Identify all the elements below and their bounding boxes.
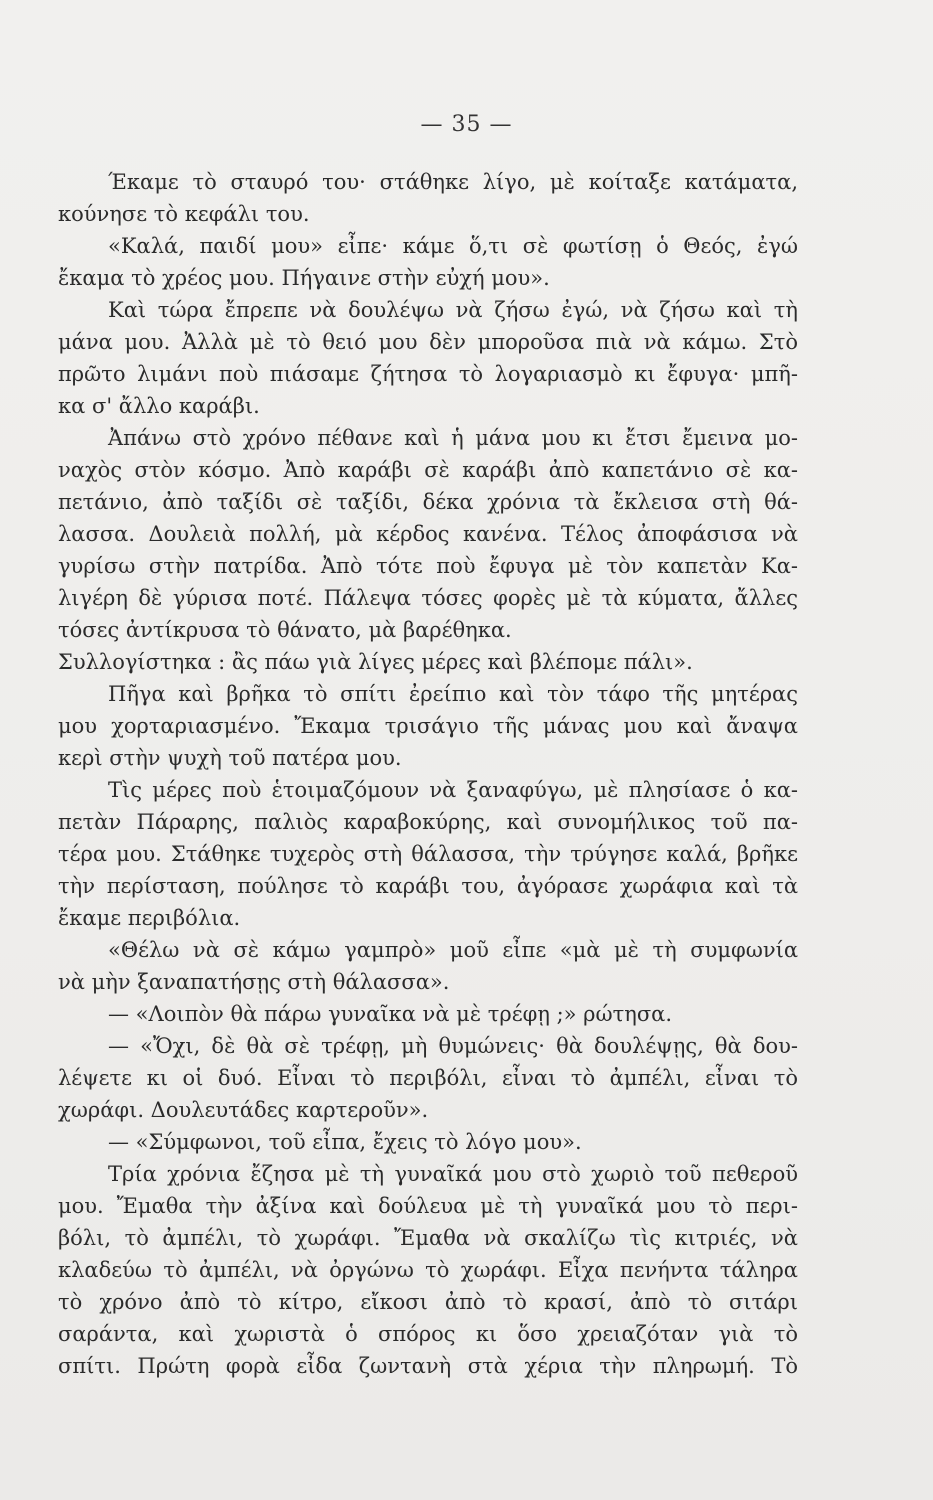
text-line: μου. Ἔμαθα τὴν ἀξίνα καὶ δούλευα μὲ τὴ γυναῖκά μου τὸ περι- xyxy=(58,1194,798,1218)
text-line: κα σ' ἄλλο καράβι. xyxy=(58,394,260,418)
text-line: Καὶ τώρα ἔπρεπε νὰ δουλέψω νὰ ζήσω ἐγώ, νὰ ζήσω καὶ τὴ xyxy=(108,298,798,322)
text-line: κλαδεύω τὸ ἀμπέλι, νὰ ὀργώνω τὸ χωράφι. Εἶχα πενήντα τάληρα xyxy=(58,1258,798,1282)
text-line: Τὶς μέρες ποὺ ἑτοιμαζόμουν νὰ ξαναφύγω, μὲ πλησίασε ὁ κα- xyxy=(108,778,798,802)
text-line: Συλλογίστηκα : ἂς πάω γιὰ λίγες μέρες καὶ βλέπομε πάλι». xyxy=(58,650,693,674)
text-line: κερὶ στὴν ψυχὴ τοῦ πατέρα μου. xyxy=(58,746,402,770)
text-line: ἔκαμε περιβόλια. xyxy=(58,906,241,930)
text-line: σαράντα, καὶ χωριστὰ ὁ σπόρος κι ὅσο χρειαζόταν γιὰ τὸ xyxy=(58,1322,798,1346)
text-line: λιγέρη δὲ γύρισα ποτέ. Πάλεψα τόσες φορὲς μὲ τὰ κύματα, ἄλλες xyxy=(58,586,798,610)
text-line: σπίτι. Πρώτη φορὰ εἶδα ζωντανὴ στὰ χέρια τὴν πληρωμή. Τὸ xyxy=(58,1354,798,1378)
text-line: Πῆγα καὶ βρῆκα τὸ σπίτι ἐρείπιο καὶ τὸν τάφο τῆς μητέρας xyxy=(108,682,798,706)
text-line: — «Ὄχι, δὲ θὰ σὲ τρέφῃ, μὴ θυμώνεις· θὰ δουλέψῃς, θὰ δου- xyxy=(108,1034,798,1058)
text-line: κούνησε τὸ κεφάλι του. xyxy=(58,202,310,226)
text-line: πρῶτο λιμάνι ποὺ πιάσαμε ζήτησα τὸ λογαριασμὸ κι ἔφυγα· μπῆ- xyxy=(58,362,798,386)
text-line: τὸ χρόνο ἀπὸ τὸ κίτρο, εἴκοσι ἀπὸ τὸ κρασί, ἀπὸ τὸ σιτάρι xyxy=(58,1290,798,1314)
text-line: ναχὸς στὸν κόσμο. Ἀπὸ καράβι σὲ καράβι ἀπὸ καπετάνιο σὲ κα- xyxy=(58,458,798,482)
text-line: «Θέλω νὰ σὲ κάμω γαμπρὸ» μοῦ εἶπε «μὰ μὲ τὴ συμφωνία xyxy=(108,938,798,962)
text-line: τέρα μου. Στάθηκε τυχερὸς στὴ θάλασσα, τὴν τρύγησε καλά, βρῆκε xyxy=(58,842,798,866)
text-line: — «Λοιπὸν θὰ πάρω γυναῖκα νὰ μὲ τρέφῃ ;» ρώτησα. xyxy=(108,1002,673,1026)
text-line: λασσα. Δουλειὰ πολλή, μὰ κέρδος κανένα. Τέλος ἀποφάσισα νὰ xyxy=(58,522,798,546)
text-line: γυρίσω στὴν πατρίδα. Ἀπὸ τότε ποὺ ἔφυγα μὲ τὸν καπετὰν Κα- xyxy=(58,554,798,578)
text-line: Έκαμε τὸ σταυρό του· στάθηκε λίγο, μὲ κοίταξε κατάματα, xyxy=(108,170,798,194)
text-line: μάνα μου. Ἀλλὰ μὲ τὸ θειό μου δὲν μποροῦσα πιὰ νὰ κάμω. Στὸ xyxy=(58,330,798,354)
page-number: — 35 — xyxy=(420,112,513,137)
text-line: βόλι, τὸ ἀμπέλι, τὸ χωράφι. Ἔμαθα νὰ σκαλίζω τὶς κιτριές, νὰ xyxy=(58,1226,798,1250)
text-line: τὴν περίσταση, πούλησε τὸ καράβι του, ἀγόρασε χωράφια καὶ τὰ xyxy=(58,874,798,898)
text-line: — «Σύμφωνοι, τοῦ εἶπα, ἔχεις τὸ λόγο μου». xyxy=(108,1130,582,1154)
text-line: λέψετε κι οἱ δυό. Εἶναι τὸ περιβόλι, εἶναι τὸ ἀμπέλι, εἶναι τὸ xyxy=(58,1066,798,1090)
text-line: ἔκαμα τὸ χρέος μου. Πήγαινε στὴν εὐχή μου». xyxy=(58,266,550,290)
text-line: νὰ μὴν ξαναπατήσῃς στὴ θάλασσα». xyxy=(58,970,450,994)
text-line: τόσες ἀντίκρυσα τὸ θάνατο, μὰ βαρέθηκα. xyxy=(58,618,512,642)
text-line: πετὰν Πάραρης, παλιὸς καραβοκύρης, καὶ συνομήλικος τοῦ πα- xyxy=(58,810,798,834)
text-line: Τρία χρόνια ἔζησα μὲ τὴ γυναῖκά μου στὸ χωριὸ τοῦ πεθεροῦ xyxy=(108,1162,798,1186)
text-line: μου χορταριασμένο. Ἔκαμα τρισάγιο τῆς μάνας μου καὶ ἄναψα xyxy=(58,714,798,738)
text-line: χωράφι. Δουλευτάδες καρτεροῦν». xyxy=(58,1098,429,1122)
body-text xyxy=(58,166,798,1382)
text-line: Ἀπάνω στὸ χρόνο πέθανε καὶ ἡ μάνα μου κι ἔτσι ἔμεινα μο- xyxy=(108,426,798,450)
text-line: πετάνιο, ἀπὸ ταξίδι σὲ ταξίδι, δέκα χρόνια τὰ ἔκλεισα στὴ θά- xyxy=(58,490,798,514)
text-line: «Καλά, παιδί μου» εἶπε· κάμε ὅ,τι σὲ φωτίσῃ ὁ Θεός, ἐγώ xyxy=(108,234,798,258)
